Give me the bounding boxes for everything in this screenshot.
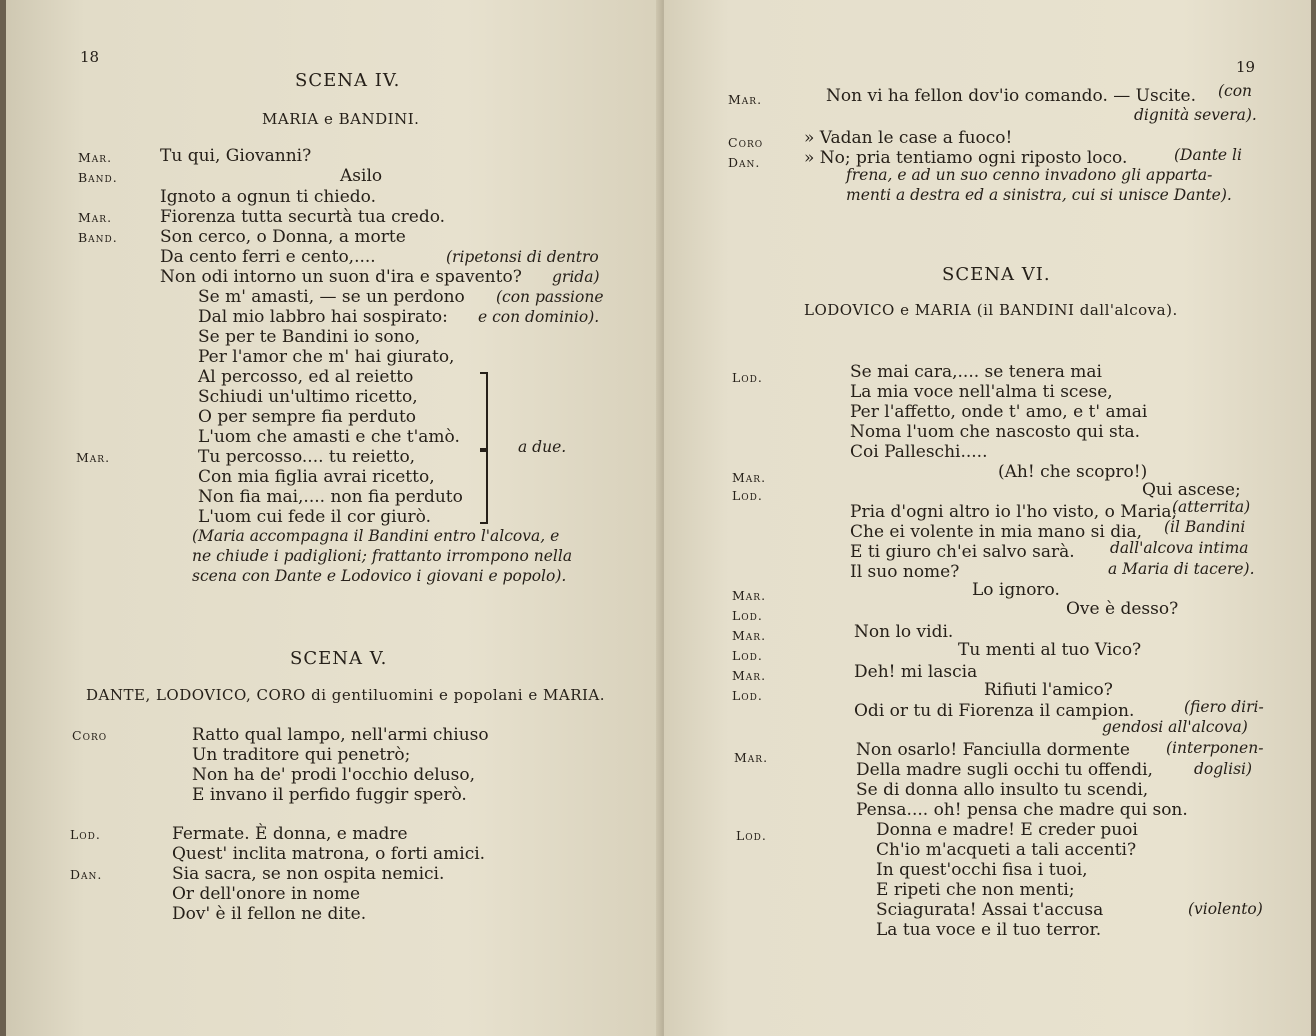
stage-direction: ne chiude i padiglioni; frattanto irrompono nella <box>192 547 573 565</box>
stage-direction: dall'alcova intima <box>1110 539 1249 557</box>
speaker: Band. <box>78 170 118 185</box>
verse-line: (Ah! che scopro!) <box>998 462 1148 482</box>
verse-line: O per sempre fia perduto <box>198 407 417 427</box>
verse-line: Or dell'onore in nome <box>172 884 361 904</box>
stage-direction: doglisi) <box>1194 760 1253 778</box>
verse-line: Non ha de' prodi l'occhio deluso, <box>192 765 476 785</box>
book-edge-right <box>1311 0 1316 1036</box>
stage-direction: (Dante li <box>1174 146 1242 164</box>
stage-direction: (interponen- <box>1166 739 1264 757</box>
scene-characters: DANTE, LODOVICO, CORO di gentiluomini e popolani e MARIA. <box>86 686 606 704</box>
verse-line: Rifiuti l'amico? <box>984 680 1113 700</box>
verse-line: E invano il perfido fuggir sperò. <box>192 785 467 805</box>
verse-line: Quest' inclita matrona, o forti amici. <box>172 844 486 864</box>
verse-line: Non fia mai,.... non fia perduto <box>198 487 463 507</box>
scene-title: SCENA VI. <box>942 264 1051 285</box>
verse-line: Qui ascese; <box>1142 480 1241 500</box>
verse-line: Tu qui, Giovanni? <box>160 146 312 166</box>
stage-direction: e con dominio). <box>478 308 600 326</box>
stage-direction: (fiero diri- <box>1184 698 1264 716</box>
verse-line: Se m' amasti, — se un perdono <box>198 287 465 307</box>
verse-line: » No; pria tentiamo ogni riposto loco. <box>804 148 1128 168</box>
verse-line: Asilo <box>340 166 383 186</box>
verse-line: Che ei volente in mia mano si dia, <box>850 522 1143 542</box>
verse-line: Ignoto a ognun ti chiedo. <box>160 187 377 207</box>
verse-line: Da cento ferri e cento,.... <box>160 247 376 267</box>
brace <box>480 450 488 524</box>
speaker: Mar. <box>732 470 767 485</box>
verse-line: Il suo nome? <box>850 562 960 582</box>
speaker: Band. <box>78 230 118 245</box>
stage-direction: gendosi all'alcova) <box>1102 718 1248 736</box>
verse-line: Ch'io m'acqueti a tali accenti? <box>876 840 1137 860</box>
verse-line: Schiudi un'ultimo ricetto, <box>198 387 418 407</box>
speaker: Lod. <box>732 488 763 503</box>
stage-direction: dignità severa). <box>1134 106 1257 124</box>
speaker: Lod. <box>732 370 763 385</box>
scene-title: SCENA V. <box>290 648 388 669</box>
verse-line: Per l'amor che m' hai giurato, <box>198 347 455 367</box>
verse-line: Con mia figlia avrai ricetto, <box>198 467 435 487</box>
stage-direction: (ripetonsi di dentro <box>446 248 599 266</box>
verse-line: Ratto qual lampo, nell'armi chiuso <box>192 725 489 745</box>
verse-line: Dov' è il fellon ne dite. <box>172 904 367 924</box>
a-due-label: a due. <box>518 438 567 456</box>
verse-line: Sia sacra, se non ospita nemici. <box>172 864 445 884</box>
verse-line: Lo ignoro. <box>972 580 1060 600</box>
verse-line: Tu menti al tuo Vico? <box>958 640 1142 660</box>
verse-line: Per l'affetto, onde t' amo, e t' amai <box>850 402 1148 422</box>
stage-direction: (Maria accompagna il Bandini entro l'alcova, e <box>192 527 560 545</box>
brace <box>480 372 488 450</box>
verse-line: » Vadan le case a fuoco! <box>804 128 1013 148</box>
speaker: Mar. <box>78 150 113 165</box>
verse-line: Pria d'ogni altro io l'ho visto, o Maria; <box>850 502 1178 522</box>
verse-line: Deh! mi lascia <box>854 662 978 682</box>
stage-direction: (il Bandini <box>1164 518 1246 536</box>
right-page <box>664 0 1312 1036</box>
scene-characters: LODOVICO e MARIA (il BANDINI dall'alcova). <box>804 301 1178 319</box>
speaker: Mar. <box>728 92 763 107</box>
stage-direction: (atterrita) <box>1172 498 1251 516</box>
speaker: Dan. <box>728 155 761 170</box>
verse-line: L'uom che amasti e che t'amò. <box>198 427 460 447</box>
speaker: Lod. <box>732 688 763 703</box>
verse-line: Donna e madre! E creder puoi <box>876 820 1138 840</box>
page-number: 18 <box>80 48 100 66</box>
verse-line: La mia voce nell'alma ti scese, <box>850 382 1113 402</box>
verse-line: Ove è desso? <box>1066 599 1179 619</box>
stage-direction: (violento) <box>1188 900 1263 918</box>
stage-direction: frena, e ad un suo cenno invadono gli apparta- <box>846 166 1213 184</box>
speaker: Mar. <box>734 750 769 765</box>
verse-line: L'uom cui fede il cor giurò. <box>198 507 431 527</box>
verse-line: Se per te Bandini io sono, <box>198 327 421 347</box>
speaker: Mar. <box>78 210 113 225</box>
verse-line: Coi Palleschi..... <box>850 442 988 462</box>
stage-direction: grida) <box>552 268 600 286</box>
verse-line: Non osarlo! Fanciulla dormente <box>856 740 1130 760</box>
speaker: Dan. <box>70 867 103 882</box>
speaker: Mar. <box>732 668 767 683</box>
verse-line: Al percosso, ed al reietto <box>198 367 414 387</box>
verse-line: Son cerco, o Donna, a morte <box>160 227 406 247</box>
speaker: Lod. <box>732 648 763 663</box>
verse-line: Tu percosso.... tu reietto, <box>198 447 416 467</box>
verse-line: Della madre sugli occhi tu offendi, <box>856 760 1153 780</box>
stage-direction: a Maria di tacere). <box>1108 560 1255 578</box>
verse-line: E ripeti che non menti; <box>876 880 1075 900</box>
speaker: Lod. <box>736 828 767 843</box>
verse-line: Pensa.... oh! pensa che madre qui son. <box>856 800 1188 820</box>
verse-line: Non odi intorno un suon d'ira e spavento? <box>160 267 522 287</box>
stage-direction: menti a destra ed a sinistra, cui si unisce Dante). <box>846 186 1232 204</box>
stage-direction: scena con Dante e Lodovico i giovani e popolo). <box>192 567 567 585</box>
verse-line: Odi or tu di Fiorenza il campion. <box>854 701 1135 721</box>
stage-direction: (con passione <box>496 288 604 306</box>
scene-title: SCENA IV. <box>295 70 401 91</box>
verse-line: Noma l'uom che nascosto qui sta. <box>850 422 1141 442</box>
scene-characters: MARIA e BANDINI. <box>262 110 420 128</box>
verse-line: Un traditore qui penetrò; <box>192 745 411 765</box>
speaker: Mar. <box>76 450 111 465</box>
left-page <box>6 0 662 1036</box>
verse-line: In quest'occhi fisa i tuoi, <box>876 860 1088 880</box>
verse-line: La tua voce e il tuo terror. <box>876 920 1102 940</box>
speaker: Lod. <box>732 608 763 623</box>
verse-line: Se mai cara,.... se tenera mai <box>850 362 1102 382</box>
verse-line: Sciagurata! Assai t'accusa <box>876 900 1104 920</box>
verse-line: E ti giuro ch'ei salvo sarà. <box>850 542 1075 562</box>
verse-line: Non lo vidi. <box>854 622 954 642</box>
speaker: Mar. <box>732 588 767 603</box>
verse-line: Se di donna allo insulto tu scendi, <box>856 780 1149 800</box>
verse-line: Non vi ha fellon dov'io comando. — Uscite. <box>826 86 1196 106</box>
verse-line: Dal mio labbro hai sospirato: <box>198 307 448 327</box>
speaker: Coro <box>72 728 108 743</box>
page-number: 19 <box>1236 58 1256 76</box>
stage-direction: (con <box>1218 82 1253 100</box>
speaker: Mar. <box>732 628 767 643</box>
speaker: Coro <box>728 135 764 150</box>
verse-line: Fermate. È donna, e madre <box>172 824 408 844</box>
speaker: Lod. <box>70 827 101 842</box>
verse-line: Fiorenza tutta securtà tua credo. <box>160 207 446 227</box>
